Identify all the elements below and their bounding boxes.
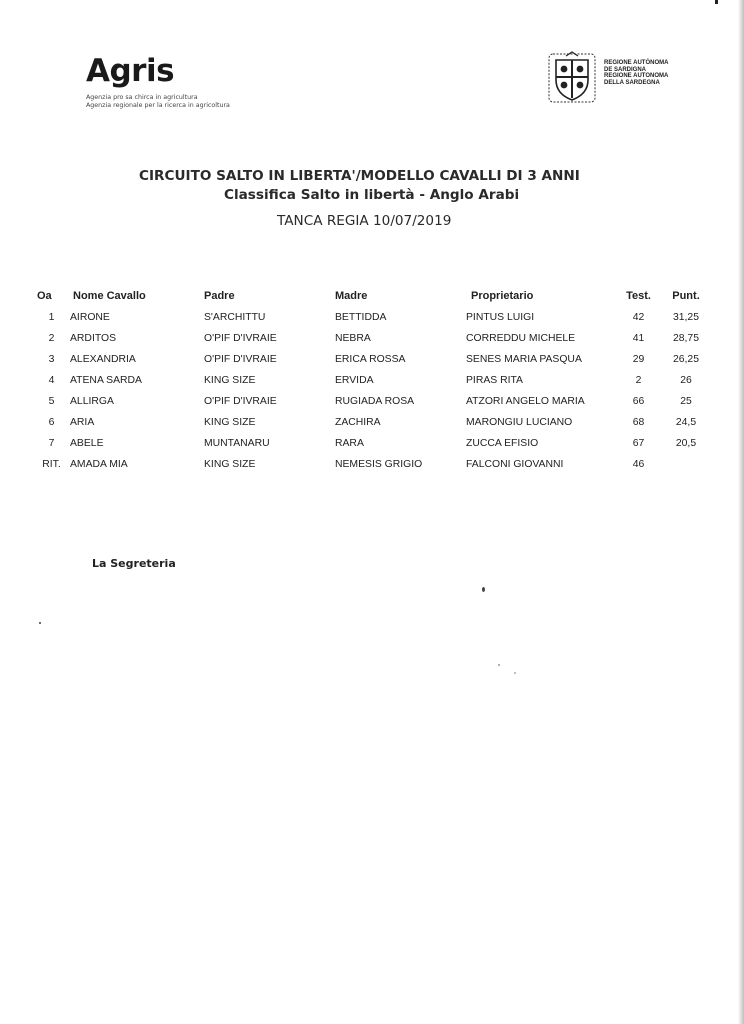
table-row <box>33 349 716 370</box>
cell-points: 20,5 <box>675 438 697 449</box>
cell-horse-name: ABELE <box>70 438 104 449</box>
cell-position: 2 <box>48 333 55 344</box>
cell-horse-name: AMADA MIA <box>70 459 128 470</box>
cell-dam: NEMESIS GRIGIO <box>335 459 423 470</box>
cell-points: 24,5 <box>675 417 697 428</box>
table-header-row <box>33 285 716 307</box>
cell-dam: ERICA ROSSA <box>335 354 406 365</box>
table-row <box>33 328 716 349</box>
event-place-date: TANCA REGIA 10/07/2019 <box>277 213 452 229</box>
cell-sire: KING SIZE <box>204 375 256 386</box>
cell-points: 26,25 <box>672 354 699 365</box>
table-row <box>33 454 716 475</box>
table-row <box>33 307 716 328</box>
table-row <box>33 433 716 454</box>
cell-points <box>656 454 716 475</box>
cell-points: 31,25 <box>672 312 699 323</box>
logo-wordmark: Agris <box>86 53 175 89</box>
logo-subtitle-1: Agenzia pro sa chirca in agricultura <box>86 94 198 101</box>
cell-sire: KING SIZE <box>204 417 256 428</box>
cell-owner: MARONGIU LUCIANO <box>466 417 573 428</box>
cell-dam: ERVIDA <box>335 375 374 386</box>
region-line-1: REGIONE AUTÒNOMA <box>604 60 669 66</box>
region-logo <box>546 50 686 106</box>
sardinia-coat-of-arms-icon <box>546 50 598 106</box>
cell-sire: KING SIZE <box>204 459 256 470</box>
region-label <box>604 60 684 86</box>
cell-points: 28,75 <box>672 333 699 344</box>
cell-test: 41 <box>632 333 645 344</box>
cell-sire: MUNTANARU <box>204 438 270 449</box>
cell-horse-name: ALEXANDRIA <box>70 354 136 365</box>
cell-position: 4 <box>48 375 55 386</box>
cell-sire: O'PIF D'IVRAIE <box>204 396 277 407</box>
scan-edge <box>738 0 744 1024</box>
region-line-3: REGIONE AUTONOMA <box>604 73 669 80</box>
cell-points: 25 <box>680 396 692 407</box>
cell-owner: ATZORI ANGELO MARIA <box>466 396 585 407</box>
cell-test: 46 <box>632 459 645 470</box>
cell-dam: RUGIADA ROSA <box>335 396 415 407</box>
col-header-test: Test. <box>626 290 651 302</box>
cell-dam: RARA <box>335 438 364 449</box>
document-title: CIRCUITO SALTO IN LIBERTA'/MODELLO CAVALLI DI 3 ANNI <box>139 168 580 184</box>
cell-test: 68 <box>632 417 645 428</box>
cell-sire: O'PIF D'IVRAIE <box>204 354 277 365</box>
document-subtitle: Classifica Salto in libertà - Anglo Arabi <box>224 187 520 203</box>
scan-speck <box>482 587 485 592</box>
scan-speck <box>39 622 41 624</box>
results-table <box>33 285 716 475</box>
cell-test: 67 <box>632 438 645 449</box>
col-header-points: Punt. <box>672 290 700 302</box>
cell-dam: BETTIDDA <box>335 312 387 323</box>
table-row <box>33 391 716 412</box>
cell-owner: ZUCCA EFISIO <box>466 438 539 449</box>
cell-test: 66 <box>632 396 645 407</box>
cell-dam: ZACHIRA <box>335 417 381 428</box>
cell-position: 3 <box>48 354 55 365</box>
cell-horse-name: ALLIRGA <box>70 396 114 407</box>
cell-horse-name: ARDITOS <box>70 333 116 344</box>
col-header-position: Oa <box>37 290 52 302</box>
scan-speck <box>498 664 500 666</box>
cell-position: RIT. <box>42 459 61 470</box>
logo-subtitle-2: Agenzia regionale per la ricerca in agricoltura <box>86 102 230 109</box>
signature-label: La Segreteria <box>92 557 176 570</box>
cell-sire: S'ARCHITTU <box>204 312 266 323</box>
region-line-4: DELLA SARDEGNA <box>604 79 660 86</box>
table-row <box>33 412 716 433</box>
table-row <box>33 370 716 391</box>
cell-sire: O'PIF D'IVRAIE <box>204 333 277 344</box>
cell-position: 1 <box>48 312 55 323</box>
cell-owner: PIRAS RITA <box>466 375 523 386</box>
cell-test: 42 <box>632 312 645 323</box>
col-header-dam: Madre <box>335 290 368 302</box>
cell-test: 29 <box>632 354 645 365</box>
scan-mark <box>715 0 718 4</box>
col-header-sire: Padre <box>204 290 235 302</box>
cell-owner: SENES MARIA PASQUA <box>466 354 582 365</box>
cell-test: 2 <box>635 375 642 386</box>
cell-position: 6 <box>48 417 55 428</box>
region-line-2: DE SARDIGNA <box>604 66 647 73</box>
cell-horse-name: AIRONE <box>70 312 110 323</box>
col-header-owner: Proprietario <box>471 290 534 302</box>
col-header-horse-name: Nome Cavallo <box>73 290 146 302</box>
cell-horse-name: ATENA SARDA <box>70 375 142 386</box>
scan-speck <box>514 672 516 674</box>
cell-owner: FALCONI GIOVANNI <box>466 459 564 470</box>
cell-points: 26 <box>680 375 692 386</box>
cell-owner: CORREDDU MICHELE <box>466 333 576 344</box>
cell-position: 7 <box>48 438 55 449</box>
cell-position: 5 <box>48 396 55 407</box>
agris-logo <box>86 54 230 110</box>
cell-dam: NEBRA <box>335 333 371 344</box>
cell-owner: PINTUS LUIGI <box>466 312 535 323</box>
cell-horse-name: ARIA <box>70 417 95 428</box>
